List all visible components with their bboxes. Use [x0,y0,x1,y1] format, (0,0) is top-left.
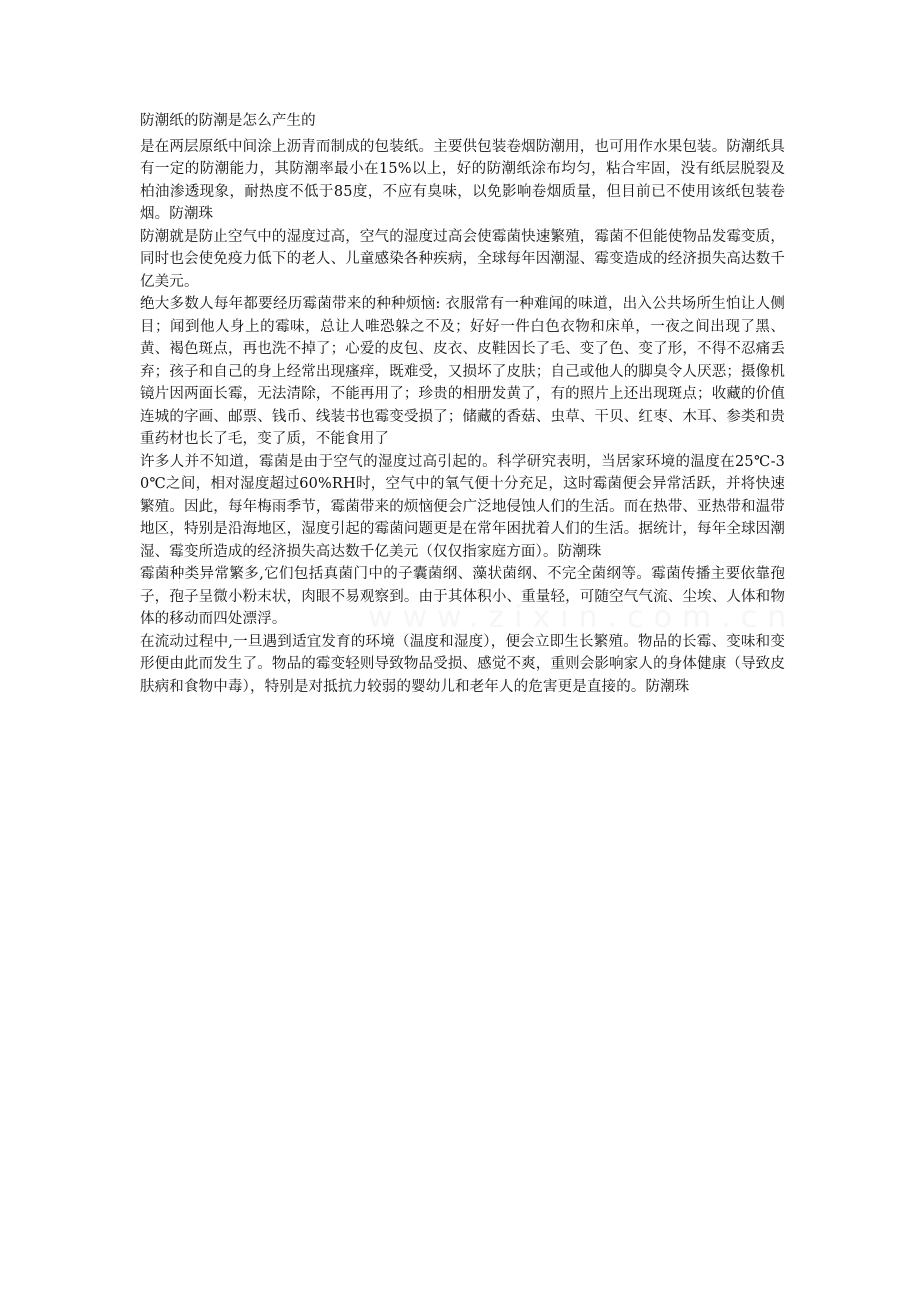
watermark: www.zixin.com.cn [368,600,797,635]
paragraph-6: 在流动过程中,一旦遇到适宜发育的环境（温度和湿度），便会立即生长繁殖。物品的长霉、变味和变形便由此而发生了。物品的霉变轻则导致物品受损、感觉不爽，重则会影响家人的身体健康（导致皮肤病和食物中毒），特别是对抵抗力较弱的婴幼儿和老年人的危害更是直接的。防潮珠 [140,633,785,695]
document-title: 防潮纸的防潮是怎么产生的 [140,113,316,129]
paragraph-2: 防潮就是防止空气中的湿度过高，空气的湿度过高会使霉菌快速繁殖，霉菌不但能使物品发霉变质，同时也会使免疫力低下的老人、儿童感染各种疾病，全球每年因潮湿、霉变造成的经济损失高达数千亿美元。 [140,228,785,290]
paragraph-3: 绝大多数人每年都要经历霉菌带来的种种烦恼: 衣服常有一种难闻的味道，出入公共场所生怕让人侧目；闻到他人身上的霉味，总让人唯恐躲之不及；好好一件白色衣物和床单，一夜之间出现了黑、黄、褐色斑点，再也洗不掉了；心爱的皮包、皮衣、皮鞋因长了毛、变了色、变了形，不得不忍痛丢弃；孩子和自己的身上经常出现瘙痒，既难受，又损坏了皮肤；自己或他人的脚臭令人厌恶；摄像机镜片因两面长霉，无法清除，不能再用了；珍贵的相册发黄了，有的照片上还出现斑点；收藏的价值连城的字画、邮票、钱币、线装书也霉变受损了；储藏的香菇、虫草、干贝、红枣、木耳、参类和贵重药材也长了毛，变了质，不能食用了 [140,296,785,447]
paragraph-5: 霉菌种类异常繁多,它们包括真菌门中的子囊菌纲、藻状菌纲、不完全菌纲等。霉菌传播主要依靠孢子，孢子呈微小粉末状，肉眼不易观察到。由于其体积小、重量轻，可随空气气流、尘埃、人体和物体的移动而四处漂浮。 [140,566,785,627]
document-body [140,110,785,698]
paragraph-4: 许多人并不知道，霉菌是由于空气的湿度过高引起的。科学研究表明，当居家环境的温度在25℃-30℃之间，相对湿度超过60%RH时，空气中的氧气便十分充足，这时霉菌便会异常活跃，并将快速繁殖。因此，每年梅雨季节，霉菌带来的烦恼便会广泛地侵蚀人们的生活。而在热带、亚热带和温带地区，特别是沿海地区，湿度引起的霉菌问题更是在常年困扰着人们的生活。据统计，每年全球因潮湿、霉变所造成的经济损失高达数千亿美元（仅仅指家庭方面）。防潮珠 [140,453,785,560]
paragraph-1: 是在两层原纸中间涂上沥青而制成的包装纸。主要供包装卷烟防潮用，也可用作水果包装。防潮纸具有一定的防潮能力，其防潮率最小在15%以上，好的防潮纸涂布均匀，粘合牢固，没有纸层脱裂及柏油渗透现象，耐热度不低于85度，不应有臭味，以免影响卷烟质量，但目前已不使用该纸包装卷烟。防潮珠 [140,138,785,222]
